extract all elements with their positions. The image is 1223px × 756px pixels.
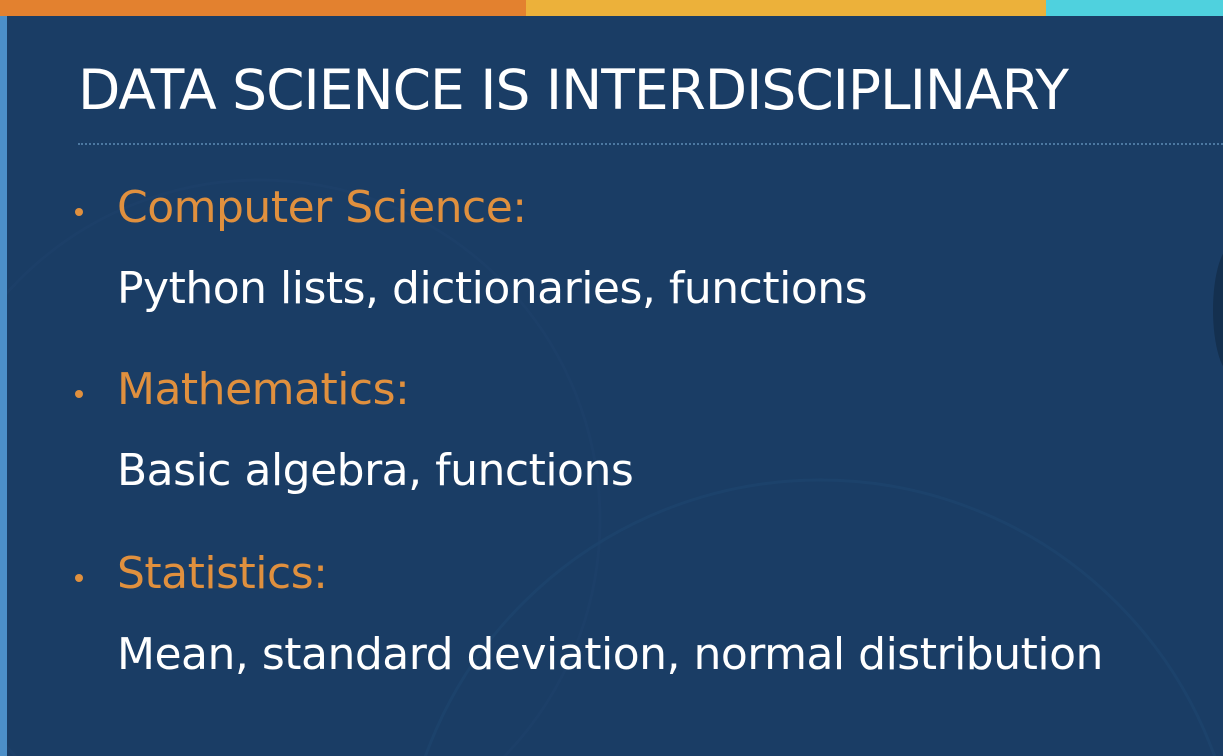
left-edge-strip: [0, 0, 7, 756]
top-bar-orange-segment: [0, 0, 526, 16]
item-heading: Computer Science:: [117, 182, 527, 233]
bullet-icon: [75, 208, 83, 216]
item-detail: Python lists, dictionaries, functions: [117, 263, 868, 314]
item-heading: Statistics:: [117, 548, 328, 599]
bullet-icon: [75, 390, 83, 398]
top-color-bar: [0, 0, 1223, 16]
top-bar-yellow-segment: [526, 0, 1046, 16]
item-detail: Basic algebra, functions: [117, 445, 634, 496]
title-divider: [78, 143, 1223, 145]
top-bar-cyan-segment: [1046, 0, 1223, 16]
bullet-icon: [75, 574, 83, 582]
item-heading: Mathematics:: [117, 364, 410, 415]
slide-title: DATA SCIENCE IS INTERDISCIPLINARY: [78, 58, 1068, 122]
item-detail: Mean, standard deviation, normal distribution: [117, 629, 1103, 680]
